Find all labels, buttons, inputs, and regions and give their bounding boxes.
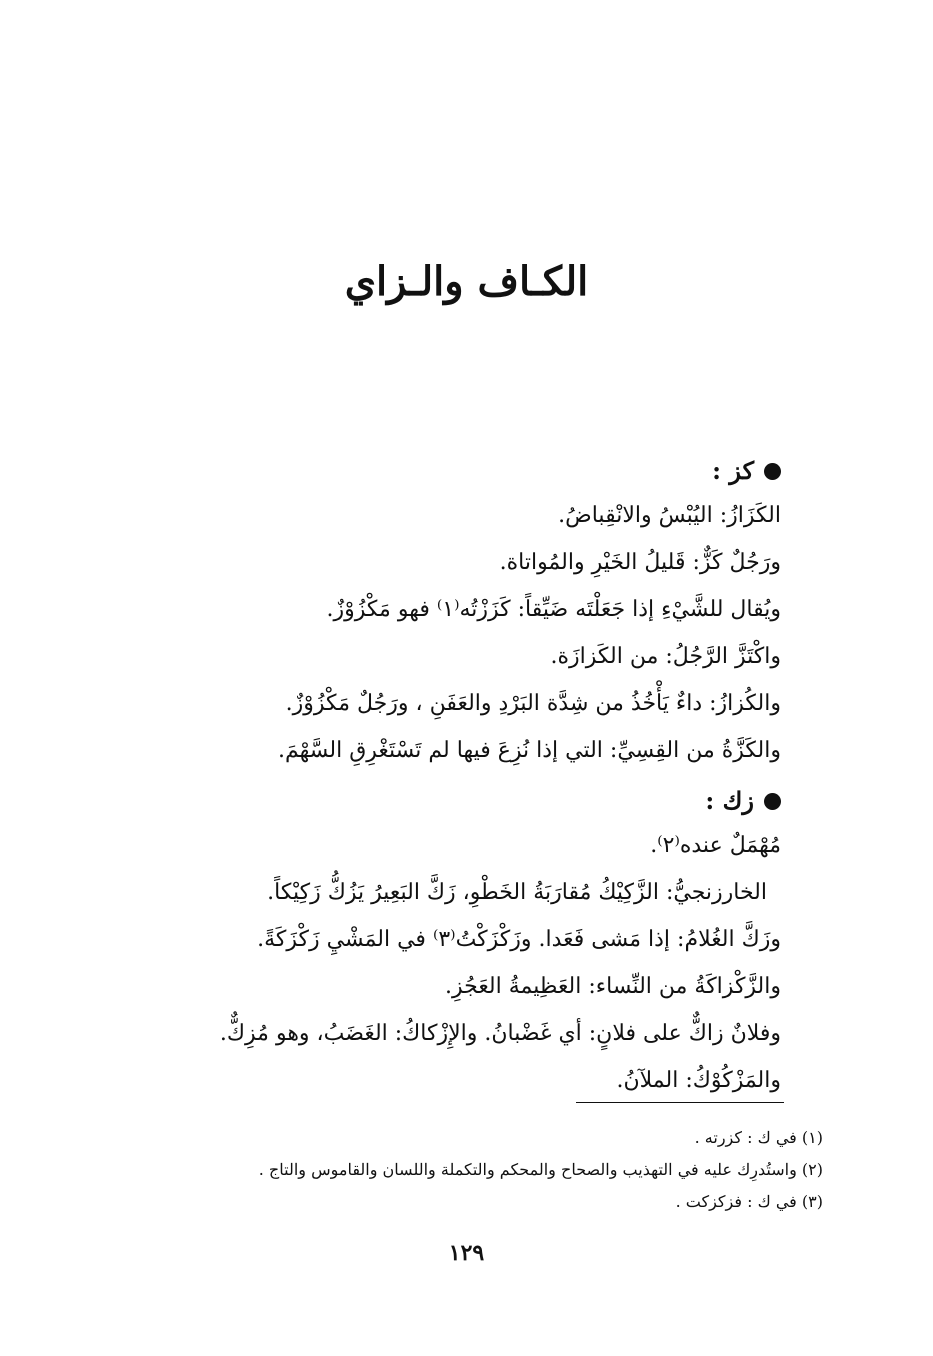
section-kz (118, 450, 781, 774)
section-zk (118, 780, 781, 1104)
section-heading-label: كز : (712, 456, 754, 485)
entry-line: والزَّكْزاكَةُ من النِّساء: العَظِيمةُ العَجُزِ. (444, 974, 781, 999)
entry-line: مُهْمَلٌ عنده⁽٢⁾. (650, 833, 781, 858)
footnote: (١) في ك : كزرته . (694, 1128, 823, 1147)
section-heading (118, 450, 781, 492)
entry-line: وفلانٌ زاكٌّ على فلانٍ: أي غَضْبانُ. والإِزْكاكُ: الغَضَبُ، وهو مُزِكٌّ. (219, 1021, 781, 1046)
entry-line: وزَكَّ الغُلامُ: إذا مَشى فَعَدا. وزَكْزَكْتُ⁽٣⁾ في المَشْيِ زَكْزَكَةً. (257, 927, 781, 952)
footnotes (150, 1122, 823, 1218)
entry-line: الكَزَازُ: اليُبْسُ والانْقِباضُ. (558, 503, 781, 528)
bullet-icon (764, 463, 781, 480)
entry-line: والمَزْكُوْكُ: الملآنُ. (616, 1068, 781, 1093)
page-number: ١٢٩ (448, 1240, 485, 1266)
entry-line: والكُزازُ: داءٌ يَأْخُذُ من شِدَّة البَرْدِ والعَفَنِ ، ورَجُلٌ مَكْزُوْزٌ. (285, 691, 781, 716)
bullet-icon (764, 793, 781, 810)
entry-line: الخارزنجيُّ: الزَّكِيْكُ مُقارَبَةُ الخَطْوِ، زَكَّ البَعِيرُ يَزُكُّ زَكِيْكاً. (267, 880, 767, 905)
entry-line: ورَجُلٌ كَزٌّ: قَليلُ الخَيْرِ والمُواتاة. (499, 550, 781, 575)
entry-line: والكَزَّةُ من القِسِيِّ: التي إذا نُزِعَ فيها لم تَسْتَغْرِقِ السَّهْمَ. (277, 738, 781, 763)
page-title: الكـاف والـزاي (344, 258, 589, 305)
footnote: (٢) واستُدرِك عليه في التهذيب والصحاح والمحكم والتكملة واللسان والقاموس والتاج . (258, 1160, 823, 1179)
footnote: (٣) في ك : فزكزكت . (675, 1192, 823, 1211)
section-heading-label: زك : (705, 786, 754, 815)
entry-line: واكْتَزَّ الرَّجُلُ: من الكَزازَة. (550, 644, 781, 669)
entry-line: ويُقال للشَّيْءِ إذا جَعَلْتَه ضَيِّقاً: كَزَزْتُه⁽١⁾ فهو مَكْزُوْزٌ. (326, 597, 781, 622)
section-heading (118, 780, 781, 822)
footnote-divider (576, 1102, 784, 1103)
